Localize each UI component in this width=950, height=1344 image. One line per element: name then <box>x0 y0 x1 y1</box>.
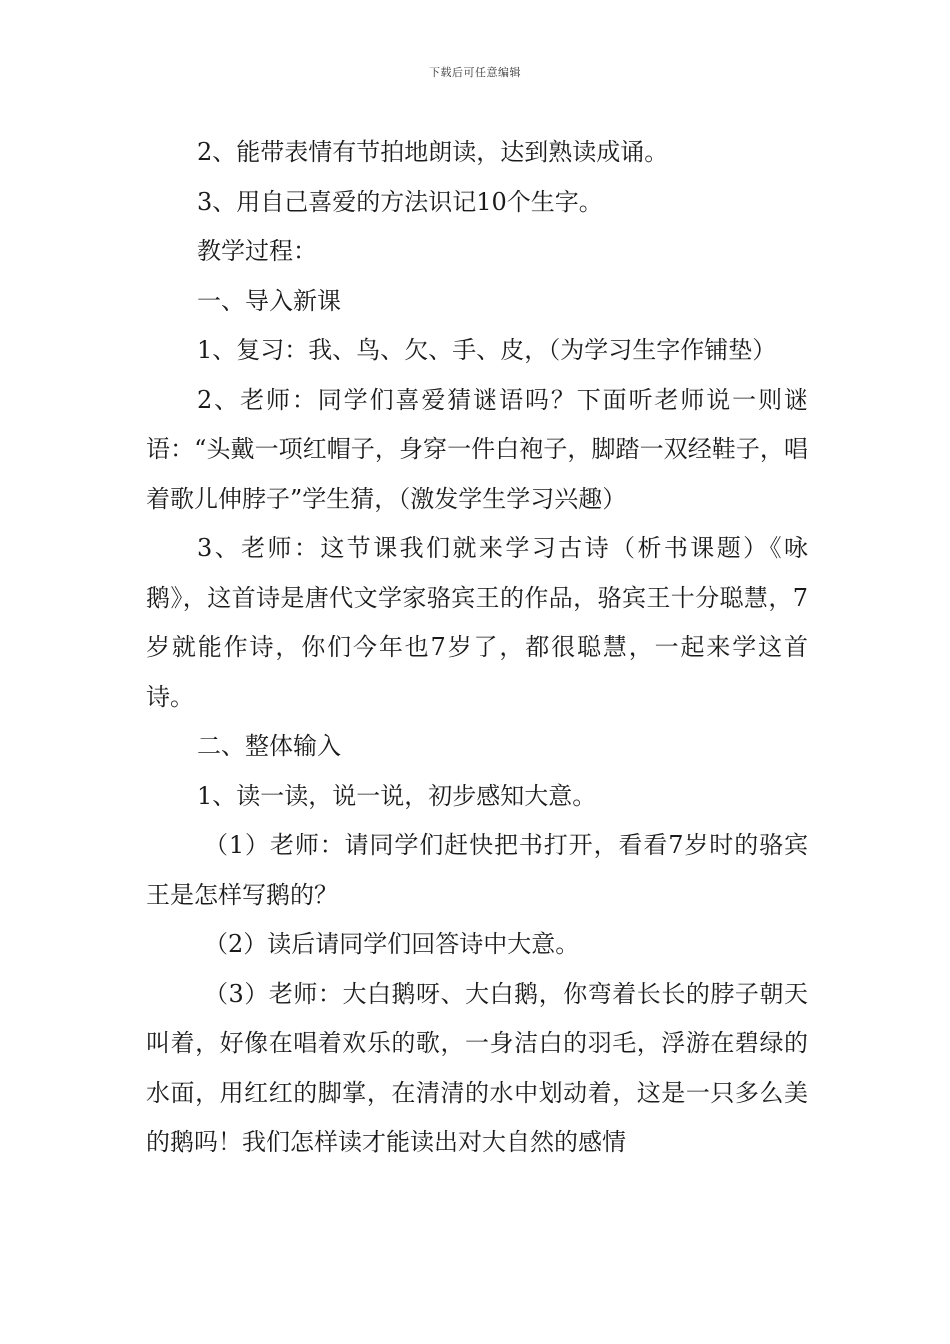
paragraph-review: 1、复习：我、鸟、欠、手、皮，（为学习生字作铺垫） <box>197 336 777 364</box>
section-heading-intro: 一、导入新课 <box>197 286 341 315</box>
paragraph-goal-2: 2、能带表情有节拍地朗读，达到熟读成诵。 <box>197 138 669 166</box>
paragraph-riddle: 2、老师：同学们喜爱猜谜语吗？下面听老师说一则谜语：“头戴一项红帽子，身穿一件白袍子，脚踏一双经鞋子，唱着歌儿伸脖子”学生猜，（激发学生学习兴趣） <box>146 385 808 513</box>
paragraph-goal-3: 3、用自己喜爱的方法识记10个生字。 <box>197 187 603 216</box>
paragraph-step-1: （1）老师：请同学们赶快把书打开，看看7岁时的骆宾王是怎样写鹅的？ <box>146 831 808 909</box>
paragraph-step-2: （2）读后请同学们回答诗中大意。 <box>204 930 580 958</box>
paragraph-poem-intro: 3、老师：这节课我们就来学习古诗（析书课题）《咏鹅》，这首诗是唐代文学家骆宾王的作品，骆宾王十分聪慧，7岁就能作诗，你们今年也7岁了，都很聪慧，一起来学这首诗。 <box>146 534 808 711</box>
document-body <box>146 128 808 1168</box>
section-heading-process: 教学过程： <box>197 237 317 265</box>
paragraph-read-speak: 1、读一读，说一说，初步感知大意。 <box>197 781 597 810</box>
paragraph-step-3: （3）老师：大白鹅呀、大白鹅，你弯着长长的脖子朝天叫着，好像在唱着欢乐的歌，一身洁白的羽毛，浮游在碧绿的水面，用红红的脚掌，在清清的水中划动着，这是一只多么美的鹅吗！我们怎样读才能读出对大自然的感情 <box>146 979 808 1156</box>
page-header: 下载后可任意编辑 <box>429 66 521 79</box>
section-heading-overall: 二、整体输入 <box>197 732 341 760</box>
